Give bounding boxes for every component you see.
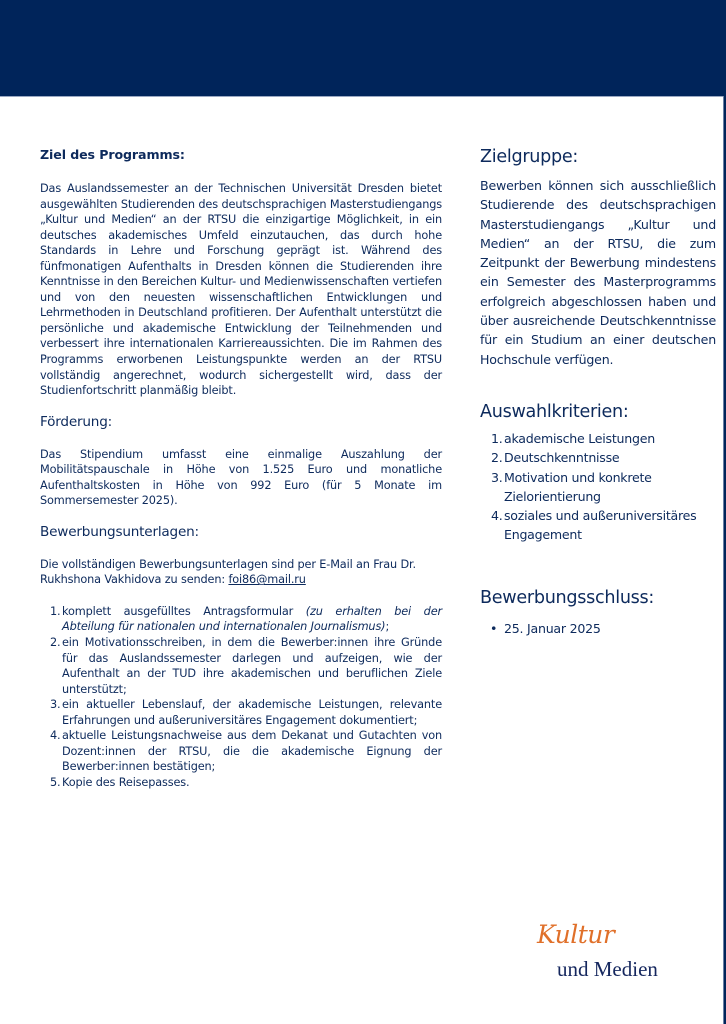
bullet-icon: •	[490, 620, 498, 636]
list-text: akademische Leistungen	[504, 430, 655, 446]
header-band	[0, 0, 726, 96]
list-number: 2.	[50, 636, 61, 650]
list-text: Kopie des Reisepasses.	[62, 775, 190, 789]
list-note: (zu erhalten bei der Abteilung für nationalen und internationalen Journalismus)	[62, 604, 442, 634]
list-text: soziales und außeruniversitäres Engagement	[504, 508, 697, 543]
criteria-list	[491, 429, 716, 545]
section-heading: Ziel des Programms:	[40, 147, 185, 162]
right-column	[480, 146, 716, 638]
section-heading: Bewerbungsschluss:	[480, 587, 655, 608]
list-number: 2.	[491, 450, 503, 466]
list-item	[50, 635, 442, 697]
content-top-rule	[0, 96, 723, 97]
list-number: 4.	[491, 508, 503, 524]
list-text: ein Motivationsschreiben, in dem die Bewerber:innen ihre Gründe für das Auslandssemester darlegen und aufzeigen, wie der Aufenthalt an der TUD ihre akademischen und beruflichen Ziele unterstützt;	[62, 636, 442, 696]
section-body: Bewerben können sich ausschließlich Studierende des deutschsprachigen Masterstudiengangs „Kultur und Medien“ an der RTSU, die zum Zeitpunkt der Bewerbung mindestens ein Semester des Masterprogramms erfolgreich abgeschlossen haben und über ausreichende Deutschkenntnisse für ein Studium an einer deutschen Hochschule verfügen.	[480, 178, 716, 367]
list-number: 4.	[50, 729, 61, 743]
deadline-list	[490, 619, 716, 638]
section-heading: Auswahlkriterien:	[480, 401, 629, 422]
logo-script-text: Kultur	[537, 920, 615, 949]
section-heading: Förderung:	[40, 413, 113, 430]
section-heading: Bewerbungsunterlagen:	[40, 523, 199, 540]
list-number: 1.	[491, 430, 503, 446]
section-programm-ziel	[40, 146, 442, 399]
list-item	[491, 429, 716, 448]
email-link[interactable]: foi86@mail.ru	[228, 573, 306, 587]
section-bewerbungsschluss	[480, 587, 716, 638]
list-item	[50, 604, 442, 635]
list-item	[50, 697, 442, 728]
list-text: komplett ausgefülltes Antragsformular	[62, 604, 306, 618]
list-tail: ;	[385, 620, 390, 634]
list-number: 1.	[50, 604, 61, 618]
section-heading: Zielgruppe:	[480, 147, 578, 167]
intro-text: Die vollständigen Bewerbungsunterlagen sind per E-Mail an Frau Dr. Rukhshona Vakhidova zu senden:	[40, 557, 416, 587]
left-column	[40, 146, 442, 791]
list-text: ein aktueller Lebenslauf, der akademische Leistungen, relevante Erfahrungen und außeruniversitäres Engagement dokumentiert;	[62, 698, 442, 727]
section-body: Das Auslandssemester an der Technischen Universität Dresden bietet ausgewählten Studierenden des deutschsprachigen Masterstudiengangs „Kultur und Medien“ an der RTSU die einzigartige Möglichkeit, in ein deutsches akademisches Umfeld einzutauchen, das durch hohe Standards in Lehre und Forschung geprägt ist. Während des fünfmonatigen Aufenthalts in Dresden können die Studierenden ihre Kenntnisse in den Bereichen Kultur- und Medienwissenschaften vertiefen und von den neuesten wissenschaftlichen Entwicklungen und Lehrmethoden in Deutschland profitieren. Der Aufenthalt unterstützt die persönliche und akademische Entwicklung der Teilnehmenden und verbessert ihre internationalen Karriereaussichten. Die im Rahmen des Programms erworbenen Leistungspunkte werden an der RTSU vollständig angerechnet, wodurch sichergestellt wird, dass der Studienfortschritt planmäßig bleibt.	[40, 182, 442, 398]
section-body: Das Stipendium umfasst eine einmalige Auszahlung der Mobilitätspauschale in Höhe von 1.525 Euro und monatliche Aufenthaltskosten in Höhe von 992 Euro (für 5 Monate im Sommersemester 2025).	[40, 447, 442, 508]
list-item	[491, 506, 716, 545]
list-item	[50, 728, 442, 775]
list-text: Deutschkenntnisse	[504, 450, 620, 466]
list-number: 3.	[50, 698, 61, 712]
deadline-date: 25. Januar 2025	[504, 620, 601, 636]
list-item	[491, 468, 716, 507]
list-text: aktuelle Leistungsnachweise aus dem Dekanat und Gutachten von Dozent:innen der RTSU, die die akademische Eignung der Bewerber:innen bestätigen;	[62, 729, 442, 774]
section-auswahlkriterien	[480, 401, 716, 545]
list-item	[491, 448, 716, 467]
section-intro	[40, 557, 442, 588]
documents-list	[50, 604, 442, 791]
kultur-und-medien-logo	[537, 920, 697, 990]
list-number: 5.	[50, 775, 61, 789]
list-number: 3.	[491, 469, 503, 485]
logo-serif-text: und Medien	[557, 957, 658, 981]
list-item	[490, 619, 716, 638]
list-text: Motivation und konkrete Zielorientierung	[504, 469, 652, 504]
section-foerderung	[40, 413, 442, 509]
section-bewerbungsunterlagen	[40, 523, 442, 791]
list-item	[50, 775, 442, 791]
section-zielgruppe	[480, 146, 716, 369]
